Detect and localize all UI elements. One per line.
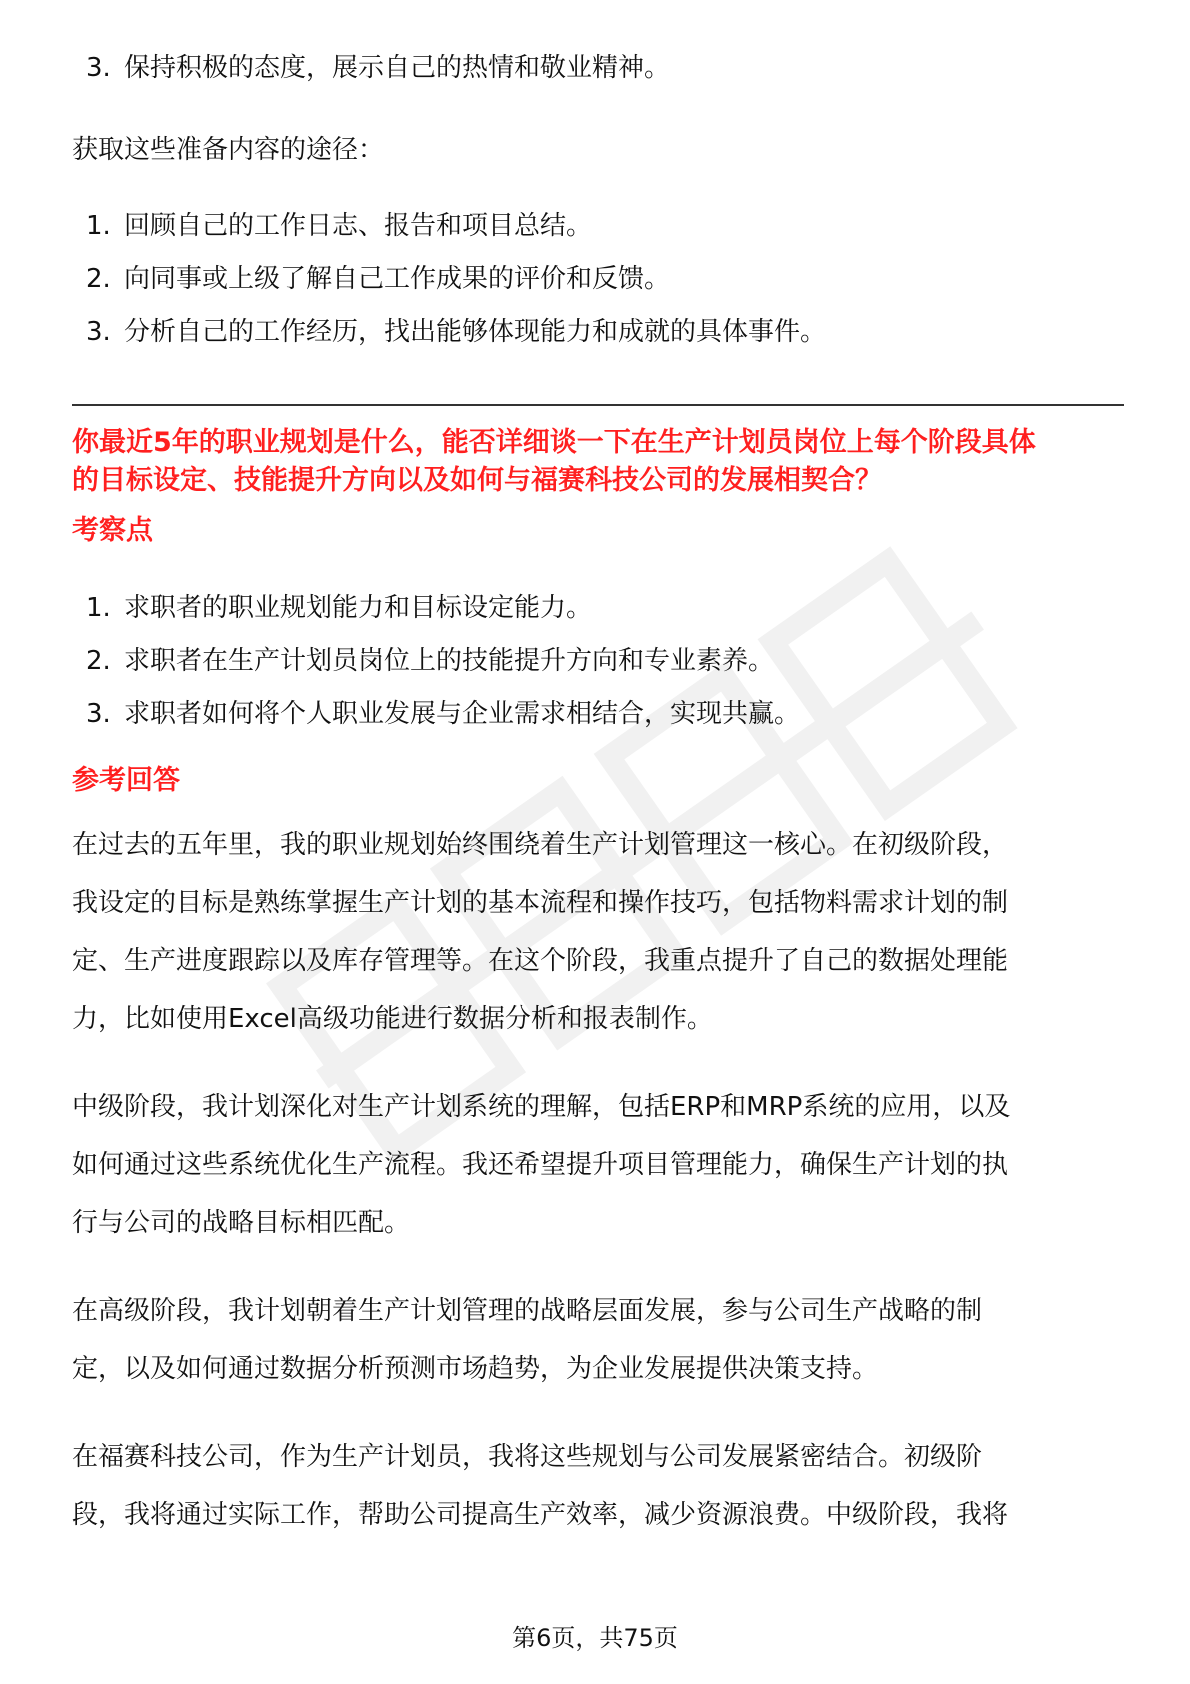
section-divider	[72, 404, 1124, 406]
answer-line: 段，我将通过实际工作，帮助公司提高生产效率，减少资源浪费。中级阶段，我将	[72, 1500, 1009, 1530]
list-text: 保持积极的态度，展示自己的热情和敬业精神。	[124, 53, 671, 83]
page-footer: 第6页，共75页	[512, 1624, 678, 1652]
question-line: 的目标设定、技能提升方向以及如何与福赛科技公司的发展相契合？	[72, 465, 882, 496]
list-text: 求职者在生产计划员岗位上的技能提升方向和专业素养。	[124, 646, 775, 676]
list-number: 1.	[86, 593, 111, 623]
answer-line: 定、生产进度跟踪以及库存管理等。在这个阶段，我重点提升了自己的数据处理能	[72, 946, 1009, 976]
list-number: 2.	[86, 646, 111, 676]
list-text: 分析自己的工作经历，找出能够体现能力和成就的具体事件。	[124, 317, 827, 347]
list-item	[72, 261, 1124, 297]
list-item	[72, 208, 1124, 244]
list-text: 向同事或上级了解自己工作成果的评价和反馈。	[124, 264, 671, 294]
preparation-list	[72, 50, 1124, 86]
question-heading	[72, 424, 1124, 500]
answer-paragraph	[72, 1078, 1124, 1252]
list-number: 3.	[86, 699, 111, 729]
list-item	[72, 314, 1124, 350]
list-text: 回顾自己的工作日志、报告和项目总结。	[124, 211, 593, 241]
answer-line: 中级阶段，我计划深化对生产计划系统的理解，包括ERP和MRP系统的应用，以及	[72, 1092, 1011, 1122]
answer-line: 定，以及如何通过数据分析预测市场趋势，为企业发展提供决策支持。	[72, 1354, 879, 1384]
list-number: 2.	[86, 264, 111, 294]
answer-line: 如何通过这些系统优化生产流程。我还希望提升项目管理能力，确保生产计划的执	[72, 1150, 1009, 1180]
answer-paragraph	[72, 816, 1124, 1048]
answer-line: 行与公司的战略目标相匹配。	[72, 1208, 411, 1238]
list-item	[72, 590, 1124, 626]
answer-paragraph	[72, 1282, 1124, 1398]
list-item	[72, 643, 1124, 679]
sources-list	[72, 208, 1124, 350]
list-text: 求职者的职业规划能力和目标设定能力。	[124, 593, 593, 623]
list-item	[72, 50, 1124, 86]
answer-line: 力，比如使用Excel高级功能进行数据分析和报表制作。	[72, 1004, 713, 1034]
answer-label: 参考回答	[72, 765, 180, 796]
answer-line: 在过去的五年里，我的职业规划始终围绕着生产计划管理这一核心。在初级阶段，	[72, 830, 1009, 860]
answer-line: 在高级阶段，我计划朝着生产计划管理的战略层面发展，参与公司生产战略的制	[72, 1296, 983, 1326]
question-line: 你最近5年的职业规划是什么，能否详细谈一下在生产计划员岗位上每个阶段具体	[72, 427, 1036, 458]
list-number: 3.	[86, 317, 111, 347]
assessment-list	[72, 590, 1124, 732]
list-text: 求职者如何将个人职业发展与企业需求相结合，实现共赢。	[124, 699, 801, 729]
list-number: 1.	[86, 211, 111, 241]
assessment-label: 考察点	[72, 515, 153, 546]
answer-line: 在福赛科技公司，作为生产计划员，我将这些规划与公司发展紧密结合。初级阶	[72, 1442, 983, 1472]
answer-paragraph	[72, 1428, 1124, 1544]
list-number: 3.	[86, 53, 111, 83]
answer-line: 我设定的目标是熟练掌握生产计划的基本流程和操作技巧，包括物料需求计划的制	[72, 888, 1009, 918]
list-item	[72, 696, 1124, 732]
page-content	[72, 50, 1124, 1544]
sources-intro: 获取这些准备内容的途径：	[72, 135, 385, 165]
